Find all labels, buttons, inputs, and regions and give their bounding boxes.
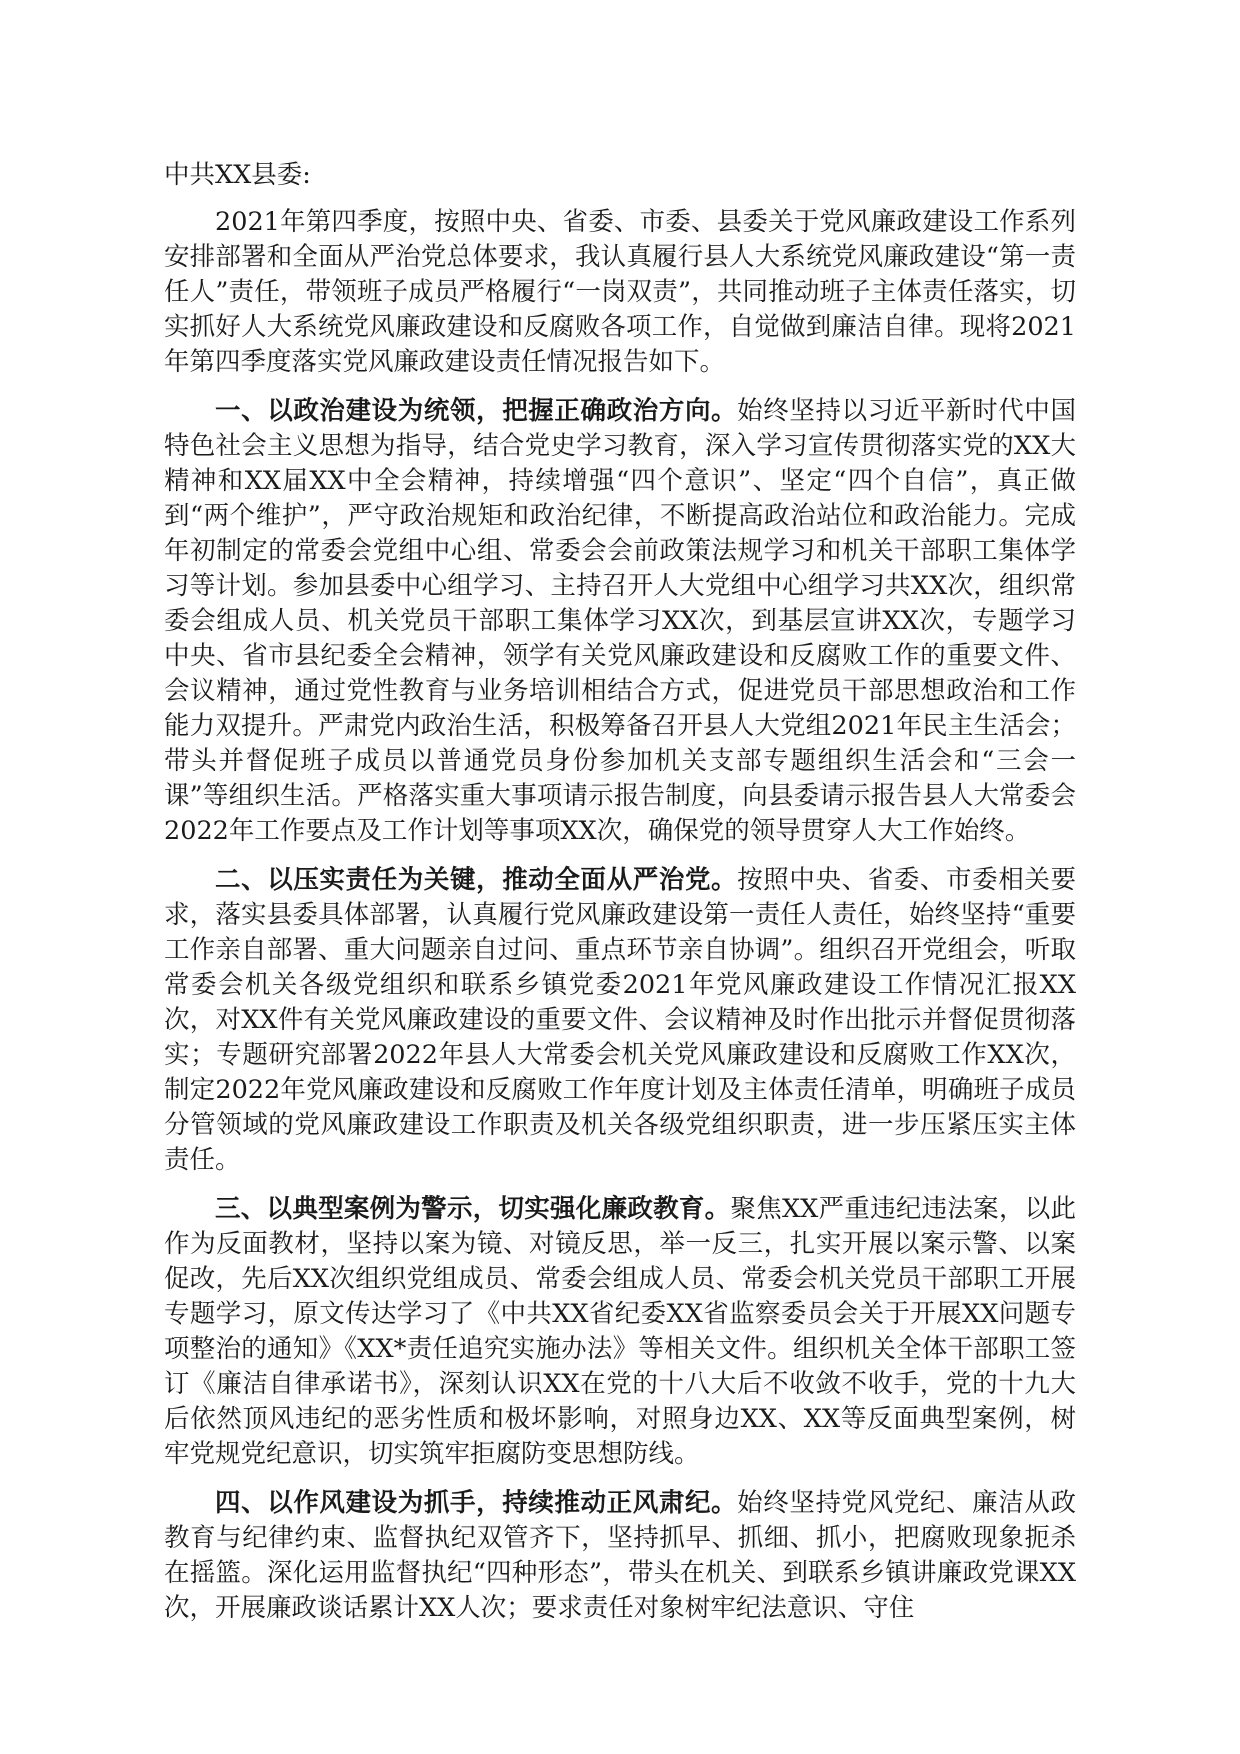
section-3-heading: 三、以典型案例为警示，切实强化廉政教育。 bbox=[215, 1194, 731, 1224]
section-1-paragraph bbox=[164, 394, 1076, 849]
section-2-paragraph bbox=[164, 863, 1076, 1178]
section-4-paragraph bbox=[164, 1486, 1076, 1626]
section-3-body: 聚焦XX严重违纪违法案，以此作为反面教材，坚持以案为镜、对镜反思，举一反三，扎实开展以案示警、以案促改，先后XX次组织党组成员、常委会组成人员、常委会机关党员干部职工开展专题学习，原文传达学习了《中共XX省纪委XX省监察委员会关于开展XX问题专项整治的通知》《XX*责任追究实施办法》等相关文件。组织机关全体干部职工签订《廉洁自律承诺书》，深刻认识XX在党的十八大后不收敛不收手，党的十九大后依然顶风违纪的恶劣性质和极坏影响，对照身边XX、XX等反面典型案例，树牢党规党纪意识，切实筑牢拒腐防变思想防线。 bbox=[164, 1194, 1076, 1469]
section-2-heading: 二、以压实责任为关键，推动全面从严治党。 bbox=[215, 865, 738, 895]
section-4-body: 始终坚持党风党纪、廉洁从政教育与纪律约束、监督执纪双管齐下，坚持抓早、抓细、抓小，把腐败现象扼杀在摇篮。深化运用监督执纪“四种形态”，带头在机关、到联系乡镇讲廉政党课XX次，开展廉政谈话累计XX人次；要求责任对象树牢纪法意识、守住 bbox=[164, 1488, 1076, 1623]
section-1-heading: 一、以政治建设为统领，把握正确政治方向。 bbox=[215, 396, 738, 426]
section-3-paragraph bbox=[164, 1192, 1076, 1472]
intro-paragraph: 2021年第四季度，按照中央、省委、市委、县委关于党风廉政建设工作系列安排部署和全面从严治党总体要求，我认真履行县人大系统党风廉政建设“第一责任人”责任，带领班子成员严格履行“一岗双责”，共同推动班子主体责任落实，切实抓好人大系统党风廉政建设和反腐败各项工作，自觉做到廉洁自律。现将2021年第四季度落实党风廉政建设责任情况报告如下。 bbox=[164, 207, 1076, 377]
section-2-body: 按照中央、省委、市委相关要求，落实县委具体部署，认真履行党风廉政建设第一责任人责任，始终坚持“重要工作亲自部署、重大问题亲自过问、重点环节亲自协调”。组织召开党组会，听取常委会机关各级党组织和联系乡镇党委2021年党风廉政建设工作情况汇报XX次，对XX件有关党风廉政建设的重要文件、会议精神及时作出批示并督促贯彻落实；专题研究部署2022年县人大常委会机关党风廉政建设和反腐败工作XX次，制定2022年党风廉政建设和反腐败工作年度计划及主体责任清单，明确班子成员分管领域的党风廉政建设工作职责及机关各级党组织职责，进一步压紧压实主体责任。 bbox=[164, 865, 1076, 1175]
salutation: 中共XX县委: bbox=[164, 160, 311, 190]
section-1-body: 始终坚持以习近平新时代中国特色社会主义思想为指导，结合党史学习教育，深入学习宣传贯彻落实党的XX大精神和XX届XX中全会精神，持续增强“四个意识”、坚定“四个自信”，真正做到“两个维护”，严守政治规矩和政治纪律，不断提高政治站位和政治能力。完成年初制定的常委会党组中心组、常委会会前政策法规学习和机关干部职工集体学习等计划。参加县委中心组学习、主持召开人大党组中心组学习共XX次，组织常委会组成人员、机关党员干部职工集体学习XX次，到基层宣讲XX次，专题学习中央、省市县纪委全会精神，领学有关党风廉政建设和反腐败工作的重要文件、会议精神，通过党性教育与业务培训相结合方式，促进党员干部思想政治和工作能力双提升。严肃党内政治生活，积极筹备召开县人大党组2021年民主生活会；带头并督促班子成员以普通党员身份参加机关支部专题组织生活会和“三会一课”等组织生活。严格落实重大事项请示报告制度，向县委请示报告县人大常委会2022年工作要点及工作计划等事项XX次，确保党的领导贯穿人大工作始终。 bbox=[164, 396, 1076, 846]
document-page bbox=[164, 158, 1076, 1640]
section-4-heading: 四、以作风建设为抓手，持续推动正风肃纪。 bbox=[215, 1488, 738, 1518]
